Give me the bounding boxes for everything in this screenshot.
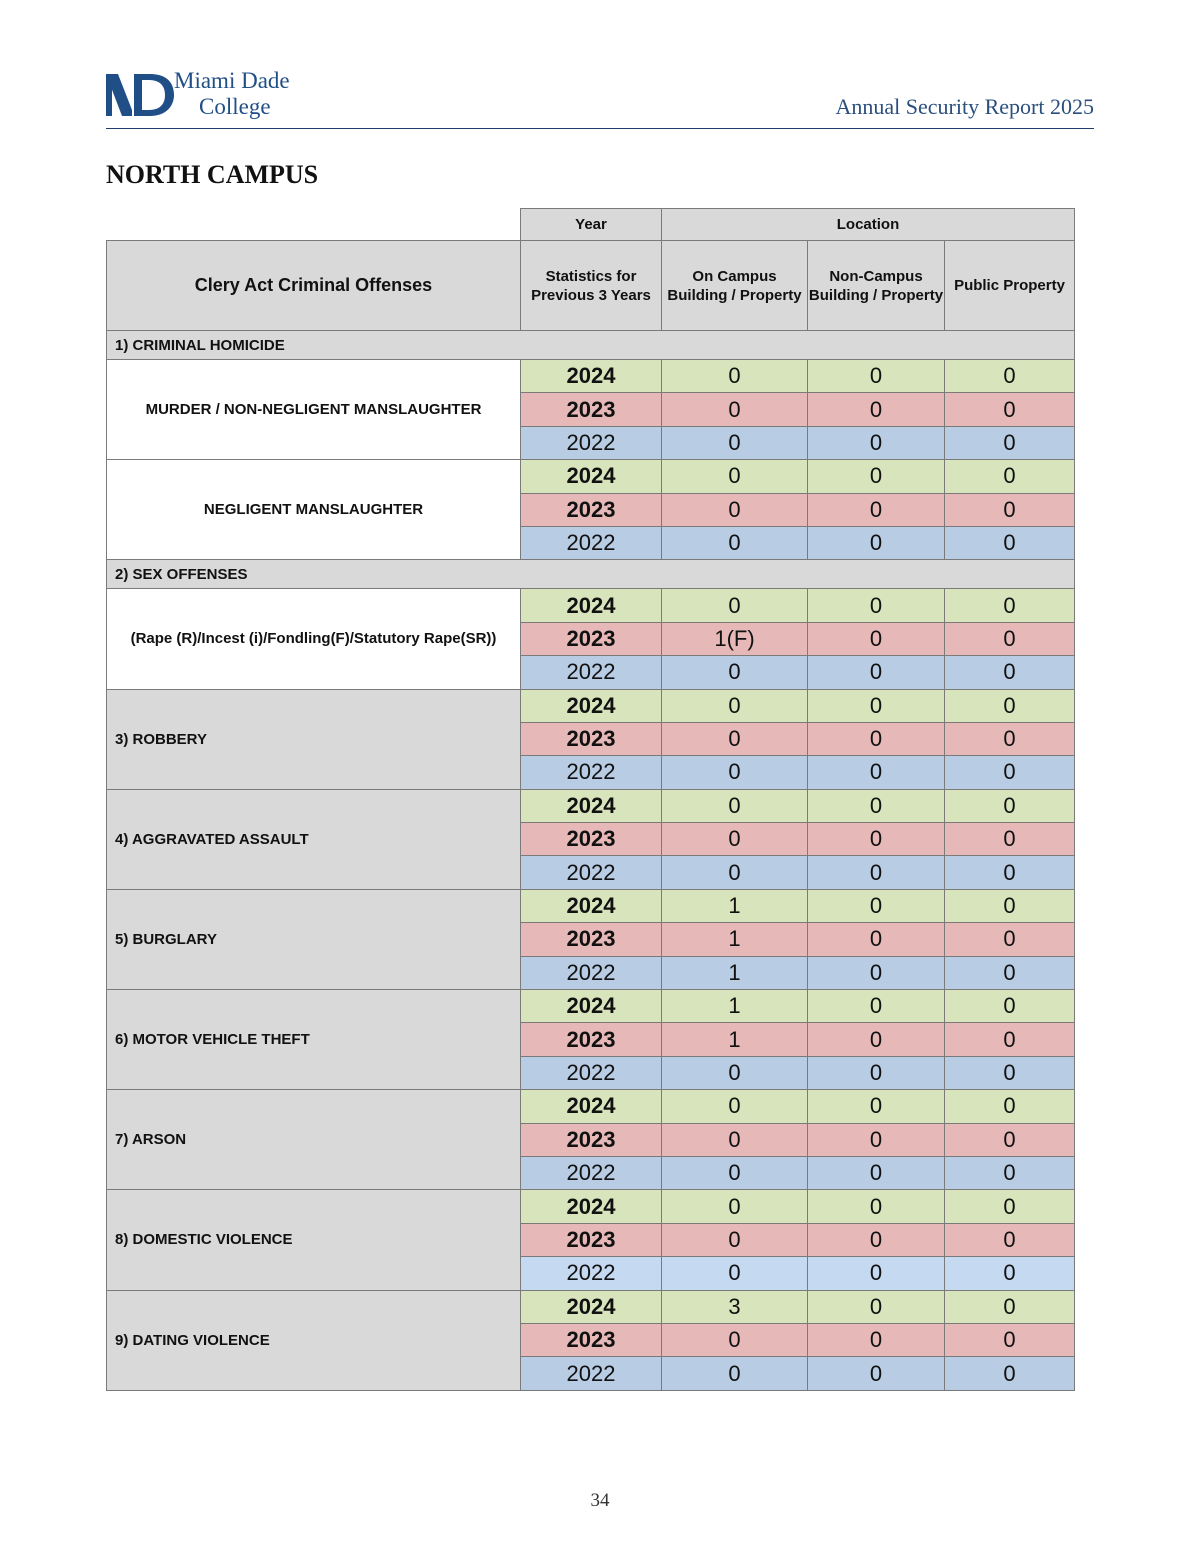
year-cell: 2023 (521, 493, 662, 526)
non-campus-cell: 0 (808, 426, 945, 459)
public-property-cell: 0 (945, 1290, 1075, 1323)
public-property-cell: 0 (945, 823, 1075, 856)
year-cell: 2023 (521, 823, 662, 856)
public-property-cell: 0 (945, 923, 1075, 956)
public-property-cell: 0 (945, 856, 1075, 889)
non-campus-cell: 0 (808, 360, 945, 393)
crime-statistics-table (106, 208, 1075, 1391)
on-campus-cell: 0 (662, 493, 808, 526)
non-campus-cell: 0 (808, 1156, 945, 1189)
public-property-cell: 0 (945, 990, 1075, 1023)
on-campus-cell: 0 (662, 1257, 808, 1290)
year-cell: 2022 (521, 1056, 662, 1089)
year-cell: 2023 (521, 622, 662, 655)
on-campus-cell: 0 (662, 823, 808, 856)
public-property-cell: 0 (945, 1323, 1075, 1356)
non-campus-cell: 0 (808, 526, 945, 559)
report-title: Annual Security Report 2025 (835, 94, 1094, 119)
non-campus-cell: 0 (808, 1290, 945, 1323)
on-campus-cell: 1 (662, 990, 808, 1023)
year-cell: 2024 (521, 1090, 662, 1123)
public-property-cell: 0 (945, 393, 1075, 426)
year-cell: 2023 (521, 393, 662, 426)
year-header: Year (521, 209, 662, 241)
table-row (107, 589, 1075, 622)
public-property-cell: 0 (945, 889, 1075, 922)
offense-label: 6) MOTOR VEHICLE THEFT (107, 990, 521, 1090)
year-cell: 2022 (521, 426, 662, 459)
non-campus-cell: 0 (808, 1357, 945, 1390)
non-campus-cell: 0 (808, 1090, 945, 1123)
non-campus-cell: 0 (808, 1257, 945, 1290)
on-campus-cell: 0 (662, 589, 808, 622)
on-campus-cell: 1 (662, 923, 808, 956)
public-property-header: Public Property (945, 241, 1075, 331)
offense-label: 4) AGGRAVATED ASSAULT (107, 789, 521, 889)
table-row (107, 990, 1075, 1023)
year-cell: 2024 (521, 1190, 662, 1223)
public-property-cell: 0 (945, 1123, 1075, 1156)
non-campus-cell: 0 (808, 393, 945, 426)
year-cell: 2022 (521, 756, 662, 789)
public-property-cell: 0 (945, 1357, 1075, 1390)
year-cell: 2022 (521, 856, 662, 889)
on-campus-cell: 0 (662, 460, 808, 493)
public-property-cell: 0 (945, 1156, 1075, 1189)
non-campus-cell: 0 (808, 1056, 945, 1089)
year-cell: 2024 (521, 689, 662, 722)
year-cell: 2024 (521, 789, 662, 822)
public-property-cell: 0 (945, 689, 1075, 722)
table-row (107, 460, 1075, 493)
public-property-cell: 0 (945, 1090, 1075, 1123)
offenses-header: Clery Act Criminal Offenses (107, 241, 521, 331)
year-cell: 2024 (521, 1290, 662, 1323)
table-row (107, 360, 1075, 393)
non-campus-cell: 0 (808, 889, 945, 922)
on-campus-cell: 0 (662, 360, 808, 393)
non-campus-cell: 0 (808, 1190, 945, 1223)
non-campus-cell: 0 (808, 1323, 945, 1356)
on-campus-cell: 0 (662, 426, 808, 459)
non-campus-cell: 0 (808, 789, 945, 822)
year-cell: 2022 (521, 956, 662, 989)
on-campus-cell: 3 (662, 1290, 808, 1323)
non-campus-cell: 0 (808, 1023, 945, 1056)
non-campus-cell: 0 (808, 493, 945, 526)
table-row (107, 789, 1075, 822)
year-cell: 2023 (521, 1223, 662, 1256)
on-campus-cell: 0 (662, 1056, 808, 1089)
non-campus-cell: 0 (808, 1123, 945, 1156)
year-cell: 2022 (521, 1357, 662, 1390)
on-campus-cell: 0 (662, 1223, 808, 1256)
on-campus-cell: 0 (662, 1323, 808, 1356)
non-campus-cell: 0 (808, 1223, 945, 1256)
year-cell: 2023 (521, 1123, 662, 1156)
public-property-cell: 0 (945, 493, 1075, 526)
on-campus-cell: 0 (662, 393, 808, 426)
non-campus-cell: 0 (808, 689, 945, 722)
public-property-cell: 0 (945, 756, 1075, 789)
non-campus-cell: 0 (808, 589, 945, 622)
location-header: Location (662, 209, 1075, 241)
on-campus-cell: 1 (662, 1023, 808, 1056)
non-campus-cell: 0 (808, 823, 945, 856)
logo-line-1: Miami Dade (174, 68, 290, 93)
year-cell: 2023 (521, 722, 662, 755)
non-campus-cell: 0 (808, 460, 945, 493)
year-cell: 2024 (521, 460, 662, 493)
public-property-cell: 0 (945, 622, 1075, 655)
public-property-cell: 0 (945, 1023, 1075, 1056)
stats-header: Statistics for Previous 3 Years (521, 241, 662, 331)
miami-dade-logo-icon (106, 70, 176, 116)
campus-title: NORTH CAMPUS (106, 160, 319, 189)
logo-wordmark (174, 68, 290, 120)
on-campus-cell: 0 (662, 722, 808, 755)
on-campus-cell: 0 (662, 1123, 808, 1156)
year-cell: 2024 (521, 889, 662, 922)
page-number: 34 (590, 1490, 610, 1511)
non-campus-cell: 0 (808, 722, 945, 755)
non-campus-cell: 0 (808, 923, 945, 956)
public-property-cell: 0 (945, 789, 1075, 822)
year-cell: 2022 (521, 656, 662, 689)
offense-label: 7) ARSON (107, 1090, 521, 1190)
public-property-cell: 0 (945, 526, 1075, 559)
table-row (107, 889, 1075, 922)
non-campus-cell: 0 (808, 656, 945, 689)
table-row (107, 1190, 1075, 1223)
on-campus-cell: 1 (662, 956, 808, 989)
on-campus-cell: 0 (662, 689, 808, 722)
year-cell: 2023 (521, 923, 662, 956)
year-cell: 2022 (521, 526, 662, 559)
public-property-cell: 0 (945, 1056, 1075, 1089)
offense-label: 3) ROBBERY (107, 689, 521, 789)
non-campus-cell: 0 (808, 622, 945, 655)
on-campus-cell: 0 (662, 526, 808, 559)
public-property-cell: 0 (945, 956, 1075, 989)
year-cell: 2024 (521, 360, 662, 393)
on-campus-cell: 0 (662, 1156, 808, 1189)
on-campus-cell: 1 (662, 889, 808, 922)
page-header (106, 68, 1094, 129)
on-campus-cell: 0 (662, 856, 808, 889)
logo-line-2: College (199, 94, 271, 119)
offense-label: (Rape (R)/Incest (i)/Fondling(F)/Statutory Rape(SR)) (107, 589, 521, 689)
offense-label: NEGLIGENT MANSLAUGHTER (107, 460, 521, 560)
year-cell: 2023 (521, 1023, 662, 1056)
on-campus-cell: 0 (662, 789, 808, 822)
offense-label: MURDER / NON-NEGLIGENT MANSLAUGHTER (107, 360, 521, 460)
public-property-cell: 0 (945, 1190, 1075, 1223)
year-cell: 2024 (521, 589, 662, 622)
year-cell: 2024 (521, 990, 662, 1023)
blank-corner (107, 209, 521, 241)
public-property-cell: 0 (945, 460, 1075, 493)
on-campus-cell: 0 (662, 1190, 808, 1223)
public-property-cell: 0 (945, 656, 1075, 689)
public-property-cell: 0 (945, 589, 1075, 622)
table-row (107, 1290, 1075, 1323)
on-campus-cell: 0 (662, 1357, 808, 1390)
on-campus-cell: 0 (662, 1090, 808, 1123)
on-campus-cell: 0 (662, 656, 808, 689)
non-campus-cell: 0 (808, 956, 945, 989)
on-campus-cell: 0 (662, 756, 808, 789)
public-property-cell: 0 (945, 426, 1075, 459)
non-campus-cell: 0 (808, 856, 945, 889)
table-row (107, 689, 1075, 722)
year-cell: 2022 (521, 1156, 662, 1189)
year-cell: 2022 (521, 1257, 662, 1290)
on-campus-cell: 1(F) (662, 622, 808, 655)
non-campus-cell: 0 (808, 756, 945, 789)
offense-label: 9) DATING VIOLENCE (107, 1290, 521, 1390)
non-campus-header: Non-Campus Building / Property (808, 241, 945, 331)
public-property-cell: 0 (945, 722, 1075, 755)
table-row (107, 1090, 1075, 1123)
public-property-cell: 0 (945, 1223, 1075, 1256)
section-header: 2) SEX OFFENSES (107, 560, 1075, 589)
year-cell: 2023 (521, 1323, 662, 1356)
on-campus-header: On Campus Building / Property (662, 241, 808, 331)
public-property-cell: 0 (945, 360, 1075, 393)
offense-label: 8) DOMESTIC VIOLENCE (107, 1190, 521, 1290)
non-campus-cell: 0 (808, 990, 945, 1023)
offense-label: 5) BURGLARY (107, 889, 521, 989)
public-property-cell: 0 (945, 1257, 1075, 1290)
section-header: 1) CRIMINAL HOMICIDE (107, 331, 1075, 360)
